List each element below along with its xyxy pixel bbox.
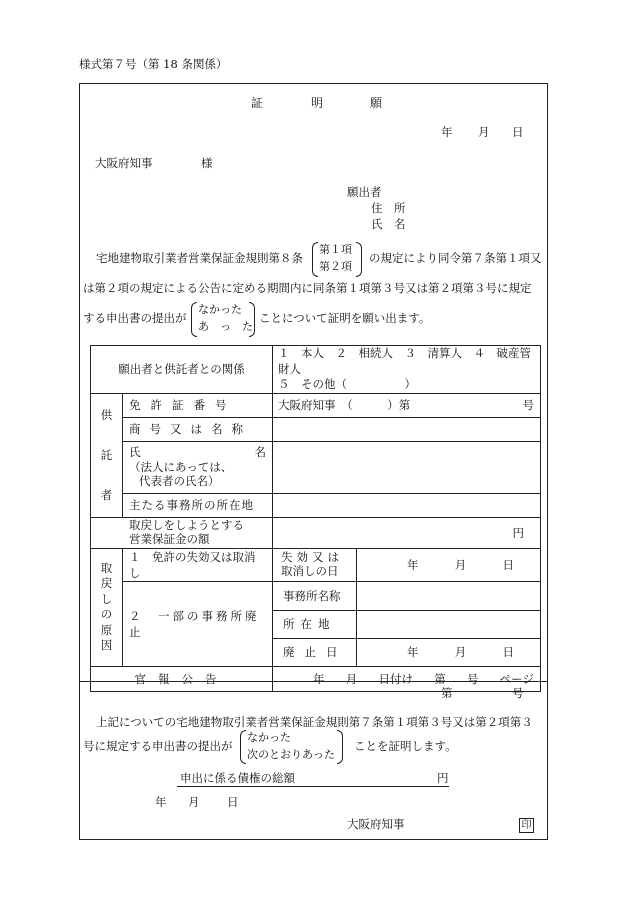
name-value — [273, 441, 541, 493]
depositor-char-2: 託 — [100, 448, 113, 463]
license-value-text: 大阪府知事 （ ）第 — [278, 398, 411, 413]
cause-1-label: １ 免許の失効又は取消し — [123, 548, 273, 581]
name-label-line-1: 氏 名 — [129, 445, 266, 460]
lapse-label-line-1: 失効又は — [281, 549, 343, 564]
table-row — [91, 517, 541, 548]
location-label: 所在地 — [273, 610, 357, 638]
total-claims-label: 申出に係る債権の総額 — [180, 771, 295, 785]
choice2-option-2: あ っ た — [198, 320, 253, 333]
addressee: 大阪府知事 — [95, 156, 153, 170]
license-label: 免許証番号 — [123, 393, 273, 417]
choice1-option-2: 第２項 — [319, 260, 352, 273]
gazette-issue-suffix: 号 — [466, 671, 479, 686]
abolish-day: 日 — [502, 645, 514, 660]
relation-options-line-1: １ 本人 ２ 相続人 ３ 清算人 ４ 破産管財人 — [278, 346, 531, 376]
office-address-label: 主たる事務所の所在地 — [123, 493, 273, 517]
table-row — [91, 548, 541, 581]
table-row — [91, 581, 541, 610]
certificate-line-1: 上記についての宅地建物取引業者営業保証金規則第７条第１項第３号又は第２項第３ — [96, 715, 533, 729]
certificate-number-suffix: 号 — [512, 686, 524, 700]
certificate-day: 日 — [227, 795, 239, 809]
seal-box — [519, 818, 534, 833]
certificate-year: 年 — [155, 795, 167, 809]
body-line-2: は第２項の規定による公告に定める期間内に同条第１項第３号又は第２項第３号に規定 — [83, 281, 532, 295]
table-row — [91, 441, 541, 493]
applicant-name-label: 氏 名 — [371, 217, 406, 231]
gazette-page: ページ — [499, 671, 534, 686]
title-char-2: 明 — [311, 96, 324, 110]
total-claims-yen: 円 — [437, 771, 449, 785]
date-month: 月 — [478, 125, 490, 139]
office-name-value — [357, 581, 541, 610]
body-line-3-end: ことについて証明を願い出ます。 — [259, 311, 431, 325]
cause-label: 取戻しの原因 — [100, 560, 113, 653]
table-row — [91, 393, 541, 417]
gazette-year: 年 — [313, 671, 325, 686]
abolish-month: 月 — [454, 645, 467, 660]
date-day: 日 — [512, 125, 524, 139]
name-label-line-2: （法人にあっては、 — [129, 459, 233, 474]
table-row — [91, 493, 541, 517]
gazette-label: 官報公告 — [91, 666, 273, 691]
certificate-month: 月 — [188, 795, 200, 809]
lapse-label-line-2: 取消しの日 — [281, 563, 339, 578]
cert-choice-option-2: 次のとおりあった — [247, 748, 335, 761]
lapse-month: 月 — [454, 557, 467, 572]
relation-options — [273, 346, 541, 394]
body-line-1: 宅地建物取引業者営業保証金規則第８条 — [96, 251, 303, 265]
gazette-month: 月 — [345, 671, 358, 686]
refund-label-line-1: 取戻しをしようとする — [129, 517, 244, 532]
cert-choice-bracket-left — [240, 730, 246, 764]
gazette-value — [273, 666, 541, 691]
cause-label-cell — [91, 548, 123, 666]
choice2-bracket-right — [249, 302, 255, 337]
depositor-label-cell — [91, 393, 123, 517]
body-line-1-end: の規定により同令第７条第１項又 — [369, 251, 542, 265]
office-name-label: 事務所名称 — [273, 581, 357, 610]
gazette-issue-prefix: 第 — [434, 671, 446, 686]
cert-choice-option-1: なかった — [247, 731, 291, 744]
issuer-name: 大阪府知事 — [347, 817, 405, 831]
cert-choice-bracket-right — [337, 730, 343, 764]
form-number: 様式第７号（第 18 条関係） — [79, 57, 228, 71]
cause-2-label: ２ 一部の事務所廃止 — [123, 581, 273, 666]
lapse-date-value — [357, 548, 541, 581]
choice2-option-1: なかった — [198, 303, 242, 316]
abolish-date-value — [357, 638, 541, 666]
refund-amount-value: 円 — [273, 517, 541, 548]
license-value — [273, 393, 541, 417]
body-line-3: する申出書の提出が — [83, 311, 187, 325]
license-value-suffix: 号 — [522, 398, 534, 413]
applicant-address-label: 住 所 — [371, 201, 406, 215]
lapse-year: 年 — [407, 557, 419, 572]
name-label-line-3: 代表者の氏名） — [139, 474, 220, 489]
relation-options-line-2: ５ その他（ ） — [278, 377, 416, 392]
title-char-3: 願 — [370, 96, 383, 110]
certificate-line-2: 号に規定する申出書の提出が — [83, 739, 233, 753]
title-char-1: 証 — [251, 96, 264, 110]
trade-name-label: 商号又は名称 — [123, 417, 273, 441]
choice1-bracket-right — [356, 242, 362, 277]
table-row — [91, 417, 541, 441]
refund-amount-label — [91, 517, 273, 548]
gazette-day: 日付け — [378, 671, 413, 686]
table-row — [91, 666, 541, 691]
applicant-label: 願出者 — [347, 185, 382, 199]
depositor-char-1: 供 — [100, 408, 113, 423]
choice1-bracket-left — [312, 242, 318, 277]
deposit-table — [90, 345, 541, 692]
abolish-year: 年 — [407, 645, 419, 660]
certificate-number-prefix: 第 — [441, 686, 453, 700]
certificate-line-2-end: ことを証明します。 — [354, 739, 457, 753]
addressee-suffix: 様 — [201, 156, 213, 170]
abolish-date-label: 廃止日 — [273, 638, 357, 666]
relation-label: 願出者と供託者との関係 — [91, 346, 273, 394]
total-claims-underline — [177, 786, 449, 787]
seal-mark: 印 — [521, 820, 532, 831]
lapse-date-label — [273, 548, 357, 581]
name-label — [123, 441, 273, 493]
table-row — [91, 346, 541, 394]
choice2-bracket-left — [191, 302, 197, 337]
refund-label-line-2: 営業保証金の額 — [129, 531, 210, 546]
lapse-day: 日 — [502, 557, 514, 572]
office-address-value — [273, 493, 541, 517]
date-year: 年 — [441, 125, 453, 139]
trade-name-value — [273, 417, 541, 441]
choice1-option-1: 第１項 — [319, 243, 352, 256]
location-value — [357, 610, 541, 638]
depositor-char-3: 者 — [100, 488, 113, 503]
